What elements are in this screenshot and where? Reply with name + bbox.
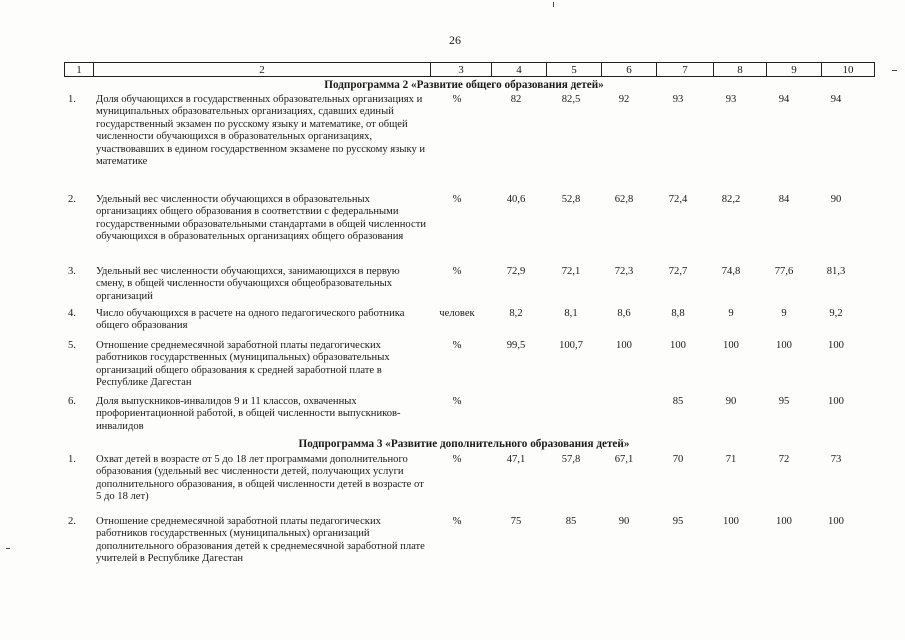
value-col-10: 100: [828, 396, 844, 407]
unit: %: [452, 396, 462, 407]
value-col-9: 94: [778, 94, 790, 105]
value-col-9: 84: [778, 194, 790, 205]
unit: %: [452, 516, 462, 527]
value-col-9: 100: [776, 340, 792, 351]
value-col-5: 8,1: [564, 308, 578, 319]
indicator-name: Удельный вес численности обучающихся, занимающихся в первую смену, в общей численности обучающихся общеобразовательных организаций: [96, 266, 400, 302]
indicator-name: Доля обучающихся в государственных образовательных организациях и муниципальных образовательных организациях, сдавших единый государственный экзамен по русскому языку и математике, от общей численности обучающихся в образовательных организациях, участвовавших в едином государственном экзамене по русскому языку и математике: [96, 94, 426, 168]
value-col-9: 77,6: [774, 266, 794, 277]
value-col-10: 100: [828, 340, 844, 351]
col-header-6: 6: [602, 63, 657, 77]
column-number-header: [64, 62, 875, 77]
value-col-4: 47,1: [506, 454, 526, 465]
col-header-5: 5: [547, 63, 602, 77]
value-col-6: 67,1: [614, 454, 634, 465]
unit: %: [452, 94, 462, 105]
value-col-9: 100: [776, 516, 792, 527]
value-col-4: 40,6: [506, 194, 526, 205]
value-col-8: 100: [723, 516, 739, 527]
value-col-10: 90: [830, 194, 842, 205]
unit: %: [452, 454, 462, 465]
indicator-name: Охват детей в возрасте от 5 до 18 лет программами дополнительного образования (удельный вес численности детей, получающих услуги дополнительного образования, в общей численности детей в возрасте от 5 до 18 лет): [96, 454, 424, 503]
value-col-7: 8,8: [671, 308, 685, 319]
value-col-5: 72,1: [561, 266, 581, 277]
page-number: 26: [449, 33, 461, 47]
value-col-10: 73: [830, 454, 842, 465]
col-header-7: 7: [657, 63, 714, 77]
value-col-5: 57,8: [561, 454, 581, 465]
value-col-5: 100,7: [559, 340, 583, 351]
value-col-7: 100: [670, 340, 686, 351]
unit: %: [452, 194, 462, 205]
value-col-8: 82,2: [721, 194, 741, 205]
value-col-8: 74,8: [721, 266, 741, 277]
value-col-5: 85: [565, 516, 577, 527]
value-col-6: 72,3: [614, 266, 634, 277]
row-number: 2.: [68, 194, 76, 205]
row-number: 1.: [68, 94, 76, 105]
unit: %: [452, 340, 462, 351]
row-number: 3.: [68, 266, 76, 277]
value-col-9: 72: [778, 454, 790, 465]
unit: %: [452, 266, 462, 277]
value-col-4: 82: [510, 94, 522, 105]
value-col-8: 100: [723, 340, 739, 351]
value-col-10: 9,2: [829, 308, 843, 319]
row-number: 6.: [68, 396, 76, 407]
value-col-6: 8,6: [617, 308, 631, 319]
value-col-6: 62,8: [614, 194, 634, 205]
value-col-6: 100: [616, 340, 632, 351]
value-col-10: 100: [828, 516, 844, 527]
value-col-6: 92: [618, 94, 630, 105]
unit: человек: [439, 308, 475, 319]
row-number: 2.: [68, 516, 76, 527]
indicator-name: Отношение среднемесячной заработной платы педагогических работников государственных (муниципальных) образовательных организаций общего образования к средней заработной плате в Республике Дагестан: [96, 340, 390, 389]
col-header-2: 2: [94, 63, 431, 77]
value-col-7: 85: [672, 396, 684, 407]
value-col-9: 95: [778, 396, 790, 407]
col-header-10: 10: [822, 63, 875, 77]
value-col-7: 70: [672, 454, 684, 465]
row-number: 5.: [68, 340, 76, 351]
value-col-5: 52,8: [561, 194, 581, 205]
col-header-4: 4: [492, 63, 547, 77]
indicator-name: Число обучающихся в расчете на одного педагогического работника общего образования: [96, 308, 405, 332]
indicator-name: Доля выпускников-инвалидов 9 и 11 классов, охваченных профориентационной работой, в общей численности выпускников-инвалидов: [96, 396, 401, 432]
value-col-9: 9: [781, 308, 787, 319]
col-header-1: 1: [65, 63, 94, 77]
value-col-8: 93: [725, 94, 737, 105]
value-col-4: 72,9: [506, 266, 526, 277]
indicator-name: Отношение среднемесячной заработной платы педагогических работников государственных (муниципальных) организаций дополнительного образования детей к среднемесячной заработной плате учителей в Республике Дагестан: [96, 516, 425, 565]
value-col-8: 90: [725, 396, 737, 407]
row-number: 4.: [68, 308, 76, 319]
section-title: Подпрограмма 2 «Развитие общего образования детей»: [324, 79, 604, 91]
col-header-8: 8: [714, 63, 767, 77]
value-col-4: 8,2: [509, 308, 523, 319]
scan-artifact: [553, 2, 554, 7]
col-header-3: 3: [431, 63, 492, 77]
value-col-7: 72,7: [668, 266, 688, 277]
scan-artifact: [6, 548, 10, 549]
value-col-4: 75: [510, 516, 522, 527]
value-col-4: 99,5: [506, 340, 526, 351]
section-title: Подпрограмма 3 «Развитие дополнительного образования детей»: [298, 438, 630, 450]
value-col-10: 94: [830, 94, 842, 105]
value-col-8: 9: [728, 308, 734, 319]
indicator-name: Удельный вес численности обучающихся в образовательных организациях общего образования в соответствии с федеральными государственными образовательными стандартами в общей численности обучающихся в образовательных организациях общего образования: [96, 194, 426, 243]
value-col-7: 72,4: [668, 194, 688, 205]
scan-artifact: [892, 70, 897, 71]
value-col-6: 90: [618, 516, 630, 527]
value-col-8: 71: [725, 454, 737, 465]
row-number: 1.: [68, 454, 76, 465]
value-col-10: 81,3: [826, 266, 846, 277]
value-col-5: 82,5: [561, 94, 581, 105]
value-col-7: 93: [672, 94, 684, 105]
col-header-9: 9: [767, 63, 822, 77]
value-col-7: 95: [672, 516, 684, 527]
